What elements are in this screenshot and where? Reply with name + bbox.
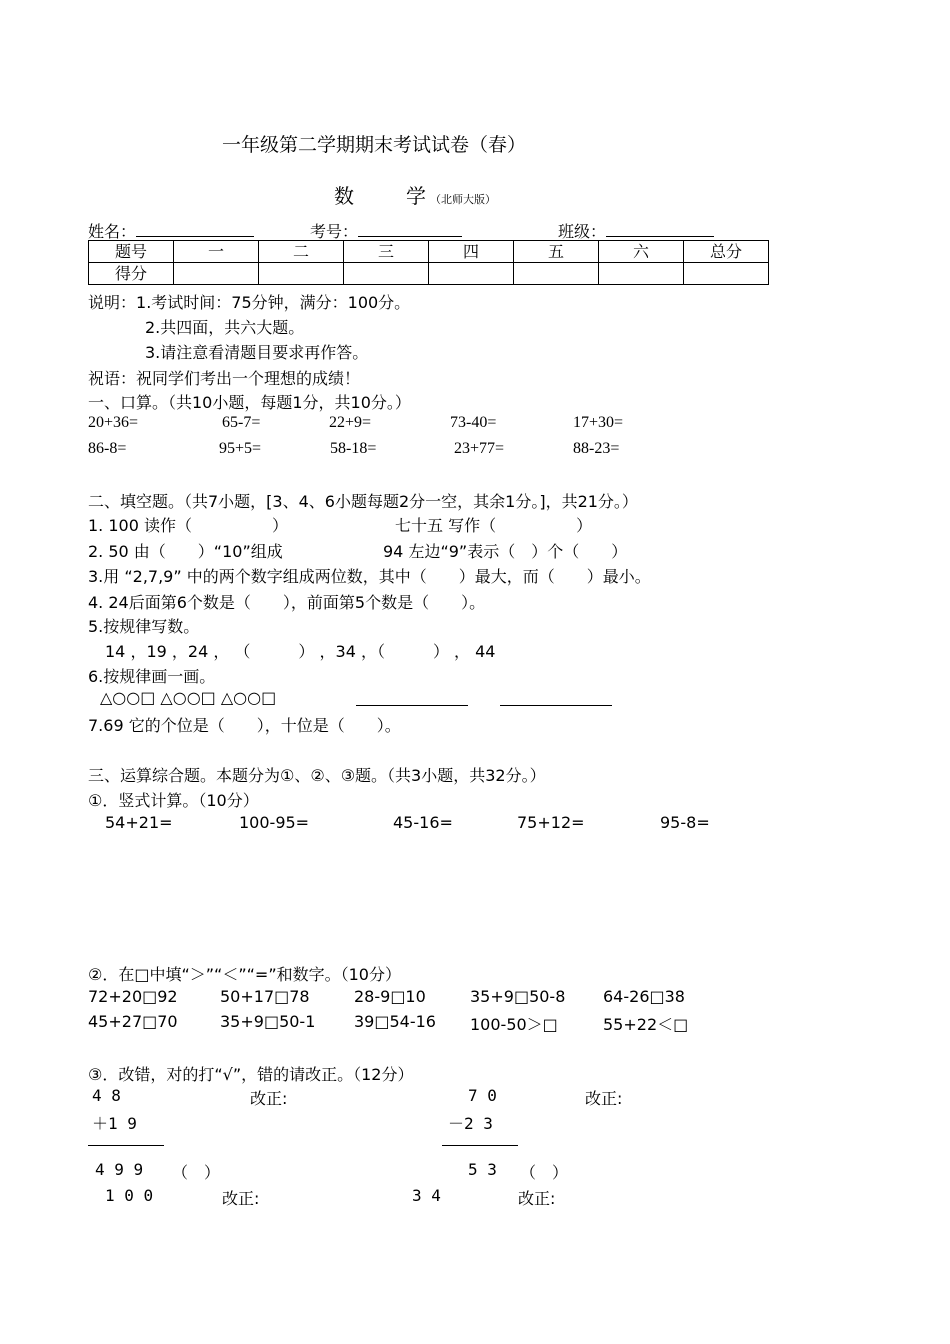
oral-problem: 86-8= [88,440,127,457]
oral-problem: 73-40= [450,414,497,431]
oral-problem: 22+9= [329,414,372,431]
compare-problem: 39□54-16 [354,1012,436,1031]
subject-line [334,180,496,209]
compare-problem: 100-50＞□ [470,1015,558,1034]
exam-no-field[interactable] [310,219,462,242]
score-cell[interactable] [684,263,769,285]
vertical-calc-problem: 75+12= [517,813,585,832]
wish-line: 祝语：祝同学们考出一个理想的成绩！ [88,369,361,388]
correction-left-fix-label: 改正: [250,1089,288,1108]
correction-right-fix-label: 改正: [585,1089,623,1108]
correction-right-mark[interactable]: （ ） [520,1163,569,1182]
score-cell[interactable] [514,263,599,285]
table-cell: 总分 [684,241,769,263]
name-blank[interactable] [136,220,254,237]
section3-heading: 三、运算综合题。本题分为①、②、③题。（共3小题，共32分。） [88,766,546,785]
correction-bottom-right-top: 3 4 [412,1186,441,1205]
fill-question-2a: 2. 50 由（ ）“10”组成 [88,542,283,561]
class-label: 班级： [558,222,607,241]
fill-question-5: 5.按规律写数。 [88,617,200,636]
part2-heading: ②．在□中填“＞”“＜”“=”和数字。（10分） [88,965,401,984]
compare-problem: 45+27□70 [88,1012,178,1031]
calc-line [442,1145,518,1146]
score-table [88,240,769,285]
class-field[interactable] [558,219,714,242]
fill-question-4: 4. 24后面第6个数是（ ），前面第5个数是（ ）。 [88,593,486,612]
section1-heading: 一、口算。（共10小题，每题1分，共10分。） [88,393,411,412]
table-cell: 一 [174,241,259,263]
part3-heading: ③．改错，对的打“√”，错的请改正。（12分） [88,1065,414,1084]
instruction-label: 说明： [88,293,137,312]
oral-problem: 17+30= [573,414,624,431]
vertical-calc-problem: 95-8= [660,813,710,832]
name-field[interactable] [88,219,254,242]
correction-left-second: ＋1 9 [92,1114,137,1133]
oral-problem: 95+5= [219,440,262,457]
oral-problem: 20+36= [88,414,139,431]
table-cell: 二 [259,241,344,263]
correction-bottom-right-fix-label: 改正: [518,1189,556,1208]
table-cell: 四 [429,241,514,263]
compare-problem: 72+20□92 [88,987,178,1006]
calc-line [88,1145,164,1146]
score-cell[interactable] [174,263,259,285]
compare-problem: 28-9□10 [354,987,426,1006]
part1-heading: ①．竖式计算。（10分） [88,791,259,810]
answer-blank-line[interactable] [356,705,468,706]
compare-problem: 35+9□50-1 [220,1012,316,1031]
oral-problem: 23+77= [454,440,505,457]
correction-right-second: －2 3 [448,1114,493,1133]
compare-problem: 50+17□78 [220,987,310,1006]
fill-question-1b: 七十五 写作（ ） [395,516,593,535]
edition-label: （北师大版） [430,193,496,206]
table-cell: 得分 [89,263,174,285]
exam-no-label: 考号： [310,222,359,241]
correction-left-result: 4 9 9 [95,1160,144,1179]
oral-problem: 58-18= [330,440,377,457]
instruction-item: 1.考试时间：75分钟，满分：100分。 [136,293,411,312]
score-cell[interactable] [344,263,429,285]
table-cell: 题号 [89,241,174,263]
oral-problem: 65-7= [222,414,261,431]
section2-heading: 二、填空题。（共7小题，[3、4、6小题每题2分一空，其余1分。]，共21分。） [88,492,638,511]
vertical-calc-problem: 100-95= [239,813,310,832]
number-sequence: 14 ，19 ，24 ， （ ） ，34 ，（ ） ， 44 [105,642,496,661]
answer-blank-line[interactable] [500,705,612,706]
name-label: 姓名： [88,222,137,241]
fill-question-3: 3.用 “2,7,9” 中的两个数字组成两位数，其中（ ）最大，而（ ）最小。 [88,567,651,586]
compare-problem: 35+9□50-8 [470,987,566,1006]
table-cell: 三 [344,241,429,263]
table-cell: 六 [599,241,684,263]
class-blank[interactable] [606,220,714,237]
correction-right-top: 7 0 [468,1086,497,1105]
score-cell[interactable] [599,263,684,285]
instruction-item: 2.共四面，共六大题。 [145,318,305,337]
compare-problem: 55+22＜□ [603,1015,689,1034]
shape-sequence: △○○□ △○○□ △○○□ [100,688,277,707]
fill-question-1a: 1. 100 读作（ ） [88,516,288,535]
compare-problem: 64-26□38 [603,987,685,1006]
score-cell[interactable] [429,263,514,285]
correction-bottom-left-top: 1 0 0 [105,1186,154,1205]
fill-question-2b: 94 左边“9”表示（ ）个（ ） [383,542,628,561]
correction-right-result: 5 3 [468,1160,497,1179]
correction-left-mark[interactable]: （ ） [172,1163,221,1182]
oral-problem: 88-23= [573,440,620,457]
correction-left-top: 4 8 [92,1086,121,1105]
vertical-calc-problem: 45-16= [393,813,453,832]
score-cell[interactable] [259,263,344,285]
fill-question-7: 7.69 它的个位是（ ），十位是（ ）。 [88,716,401,735]
vertical-calc-problem: 54+21= [105,813,173,832]
fill-question-6: 6.按规律画一画。 [88,667,216,686]
instruction-item: 3.请注意看清题目要求再作答。 [145,343,369,362]
score-table-score-row [89,263,769,285]
exam-title: 一年级第二学期期末考试试卷（春） [222,134,527,156]
exam-no-blank[interactable] [358,220,462,237]
correction-bottom-left-fix-label: 改正: [222,1189,260,1208]
subject-title: 数 学 [334,184,430,208]
score-table-header-row [89,241,769,263]
table-cell: 五 [514,241,599,263]
instruction-line-1 [88,290,410,313]
